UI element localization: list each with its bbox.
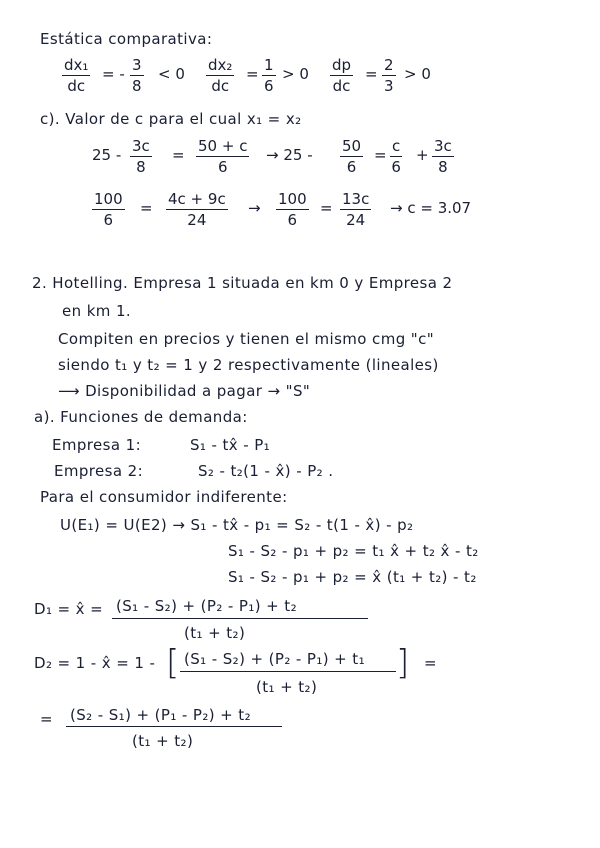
empresa2-label: Empresa 2: — [54, 462, 144, 480]
frac-50-6 — [340, 137, 363, 176]
frac-100-6-b — [276, 190, 309, 229]
frac-3-8 — [130, 56, 144, 95]
utility-line1: U(E₁) = U(E2) → S₁ - tx̂ - p₁ = S₂ - t(1 - x̂) - p₂ — [60, 516, 414, 534]
frac-num: dx₂ — [208, 56, 233, 74]
d1-denominator: (t₁ + t₂) — [184, 624, 246, 642]
operator: → 25 - — [266, 146, 313, 164]
frac-den: 6 — [217, 158, 228, 176]
frac-den: 24 — [346, 211, 366, 229]
operator: → — [248, 199, 261, 217]
section-a-heading: a). Funciones de demanda: — [34, 408, 248, 426]
section2-line1: 2. Hotelling. Empresa 1 situada en km 0 y Empresa 2 — [32, 274, 453, 292]
frac-den: 6 — [391, 158, 401, 176]
frac-num: dx₁ — [64, 56, 89, 74]
result-c: → c = 3.07 — [390, 199, 472, 217]
operator: = — [374, 146, 387, 164]
frac-2-3 — [382, 56, 396, 95]
frac-den: 6 — [346, 158, 357, 176]
section2-line3: Compiten en precios y tienen el mismo cmg "c" — [58, 330, 435, 348]
d2-rhs: = — [424, 654, 437, 672]
d1-numerator: (S₁ - S₂) + (P₂ - P₁) + t₂ — [116, 597, 297, 615]
frac-num: dp — [332, 56, 352, 74]
section2-line4: siendo t₁ y t₂ = 1 y 2 respectivamente (lineales) — [58, 356, 439, 374]
section-c-heading: c). Valor de c para el cual x₁ = x₂ — [40, 110, 302, 128]
operator: = — [172, 146, 185, 164]
frac-den: 3 — [384, 77, 394, 95]
d2-denominator: (t₁ + t₂) — [256, 678, 318, 696]
frac-den: 6 — [103, 211, 114, 229]
frac-13c-24 — [340, 190, 371, 229]
operator: = — [246, 65, 259, 83]
right-bracket: ] — [396, 643, 410, 683]
frac-num: 3c — [132, 137, 150, 155]
frac-num: 13c — [342, 190, 370, 208]
d2-fraction-bar — [180, 671, 396, 672]
empresa2-expr: S₂ - t₂(1 - x̂) - P₂ . — [198, 462, 334, 480]
d3-fraction-bar — [66, 726, 282, 727]
left-bracket: [ — [166, 643, 180, 683]
d3-lhs: = — [40, 710, 53, 728]
frac-num: 100 — [278, 190, 307, 208]
operator: = — [320, 199, 333, 217]
d2-numerator: (S₁ - S₂) + (P₂ - P₁) + t₁ — [184, 650, 365, 668]
frac-den: 8 — [438, 158, 448, 176]
operator: = — [140, 199, 153, 217]
frac-num: 3c — [434, 137, 452, 155]
frac-num: c — [392, 137, 401, 155]
frac-1-6 — [262, 56, 276, 95]
frac-3c-8 — [130, 137, 152, 176]
section2-line5: ⟶ Disponibilidad a pagar → "S" — [58, 382, 311, 400]
utility-line3: S₁ - S₂ - p₁ + p₂ = x̂ (t₁ + t₂) - t₂ — [228, 568, 477, 586]
section2-line2: en km 1. — [62, 302, 132, 320]
frac-den: 8 — [136, 158, 146, 176]
d3-numerator: (S₂ - S₁) + (P₁ - P₂) + t₂ — [70, 706, 251, 724]
indiferente-heading: Para el consumidor indiferente: — [40, 488, 288, 506]
frac-50c-6 — [196, 137, 249, 176]
utility-line2: S₁ - S₂ - p₁ + p₂ = t₁ x̂ + t₂ x̂ - t₂ — [228, 542, 479, 560]
frac-c-6 — [390, 137, 402, 176]
frac-den: dc — [67, 77, 86, 95]
frac-4c9c-24 — [166, 190, 228, 229]
frac-num: 2 — [384, 56, 394, 74]
frac-dx1-dc — [62, 56, 90, 95]
frac-num: 50 — [342, 137, 362, 155]
frac-den: 24 — [187, 211, 207, 229]
operator: = - — [102, 65, 125, 83]
d2-lhs: D₂ = 1 - x̂ = 1 - — [34, 654, 156, 672]
operator: > 0 — [404, 65, 431, 83]
frac-100-6 — [92, 190, 125, 229]
frac-dp-dc — [330, 56, 353, 95]
operator: 25 - — [92, 146, 122, 164]
operator: + — [416, 146, 429, 164]
empresa1-label: Empresa 1: — [52, 436, 142, 454]
frac-den: 8 — [132, 77, 142, 95]
frac-den: 6 — [287, 211, 298, 229]
frac-3c-8-b — [432, 137, 454, 176]
frac-den: 6 — [264, 77, 274, 95]
frac-den: dc — [211, 77, 230, 95]
frac-num: 50 + c — [198, 137, 248, 155]
operator: < 0 — [158, 65, 185, 83]
d3-denominator: (t₁ + t₂) — [132, 732, 194, 750]
heading-estatica: Estática comparativa: — [40, 30, 213, 48]
frac-dx2-dc — [206, 56, 234, 95]
frac-den: dc — [332, 77, 351, 95]
frac-num: 3 — [132, 56, 142, 74]
frac-num: 4c + 9c — [168, 190, 226, 208]
operator: = — [365, 65, 378, 83]
frac-num: 1 — [264, 56, 274, 74]
d1-lhs: D₁ = x̂ = — [34, 600, 104, 618]
d1-fraction-bar — [112, 618, 368, 619]
frac-num: 100 — [94, 190, 123, 208]
empresa1-expr: S₁ - tx̂ - P₁ — [190, 436, 271, 454]
operator: > 0 — [282, 65, 309, 83]
